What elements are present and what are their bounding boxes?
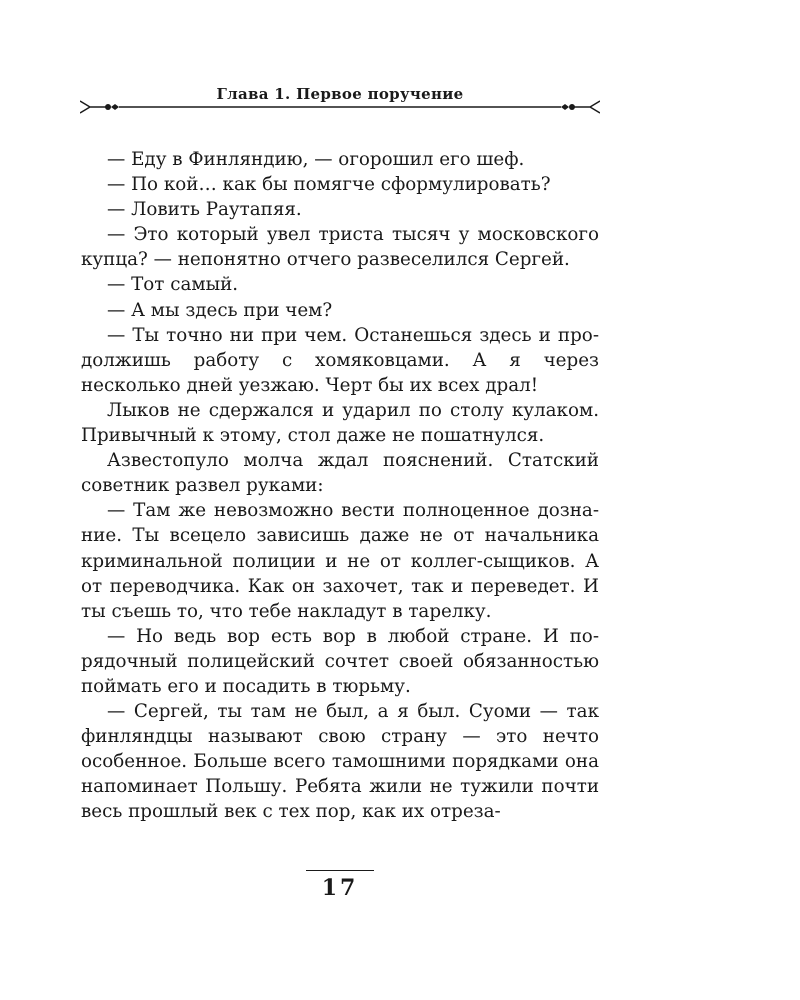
paragraph: — Еду в Финляндию, — огорошил его шеф.	[107, 149, 525, 170]
paragraph: Азвестопуло молча ждал пояснений. Статский советник развел руками:	[81, 450, 599, 497]
left-ornament-icon	[80, 101, 106, 113]
folio-rule	[306, 870, 374, 871]
paragraph: Лыков не сдержался и ударил по столу кулаком. Привычный к этому, стол даже не пошатнулся.	[81, 399, 599, 447]
paragraph: — Ловить Раутапяя.	[107, 199, 302, 221]
paragraph: — А мы здесь при чем?	[107, 299, 333, 321]
paragraph: — Это который увел триста тысяч у московского купца? — непонятно отчего развеселился Сергей.	[81, 224, 599, 271]
right-ornament-icon	[574, 101, 600, 113]
paragraph: — Ты точно ни при чем. Останешься здесь и продолжишь работу с хомяковцами. А я через несколько дней уезжаю. Черт бы их всех драл!	[81, 324, 599, 396]
ornamental-header-rule	[80, 100, 600, 114]
body-text	[81, 147, 599, 825]
paragraph: — Тот самый.	[107, 274, 239, 296]
paragraph: — Там же невозможно вести полноценное дознание. Ты всецело зависишь даже не от начальника криминальной полиции и не от коллег-сыщиков. А от переводчика. Как он захочет, так и переведет. И ты съешь то, что тебе накладут в тарелку.	[81, 500, 599, 622]
running-header-title: Глава 1. Первое поручение	[216, 85, 464, 103]
paragraph: — По кой… как бы помягче сформулировать?	[107, 174, 551, 196]
paragraph: — Сергей, ты там не был, а я был. Суоми — так финляндцы называют свою страну — это нечто особенное. Больше всего тамошними порядками она напоминает Польшу. Ребята жили не тужили почти весь прошлый век с тех пор, как их отреза-	[81, 701, 599, 823]
paragraph: — Но ведь вор есть вор в любой стране. И порядочный полицейский сочтет своей обязанностью поймать его и посадить в тюрьму.	[81, 625, 599, 697]
page-number: 17	[321, 875, 359, 901]
